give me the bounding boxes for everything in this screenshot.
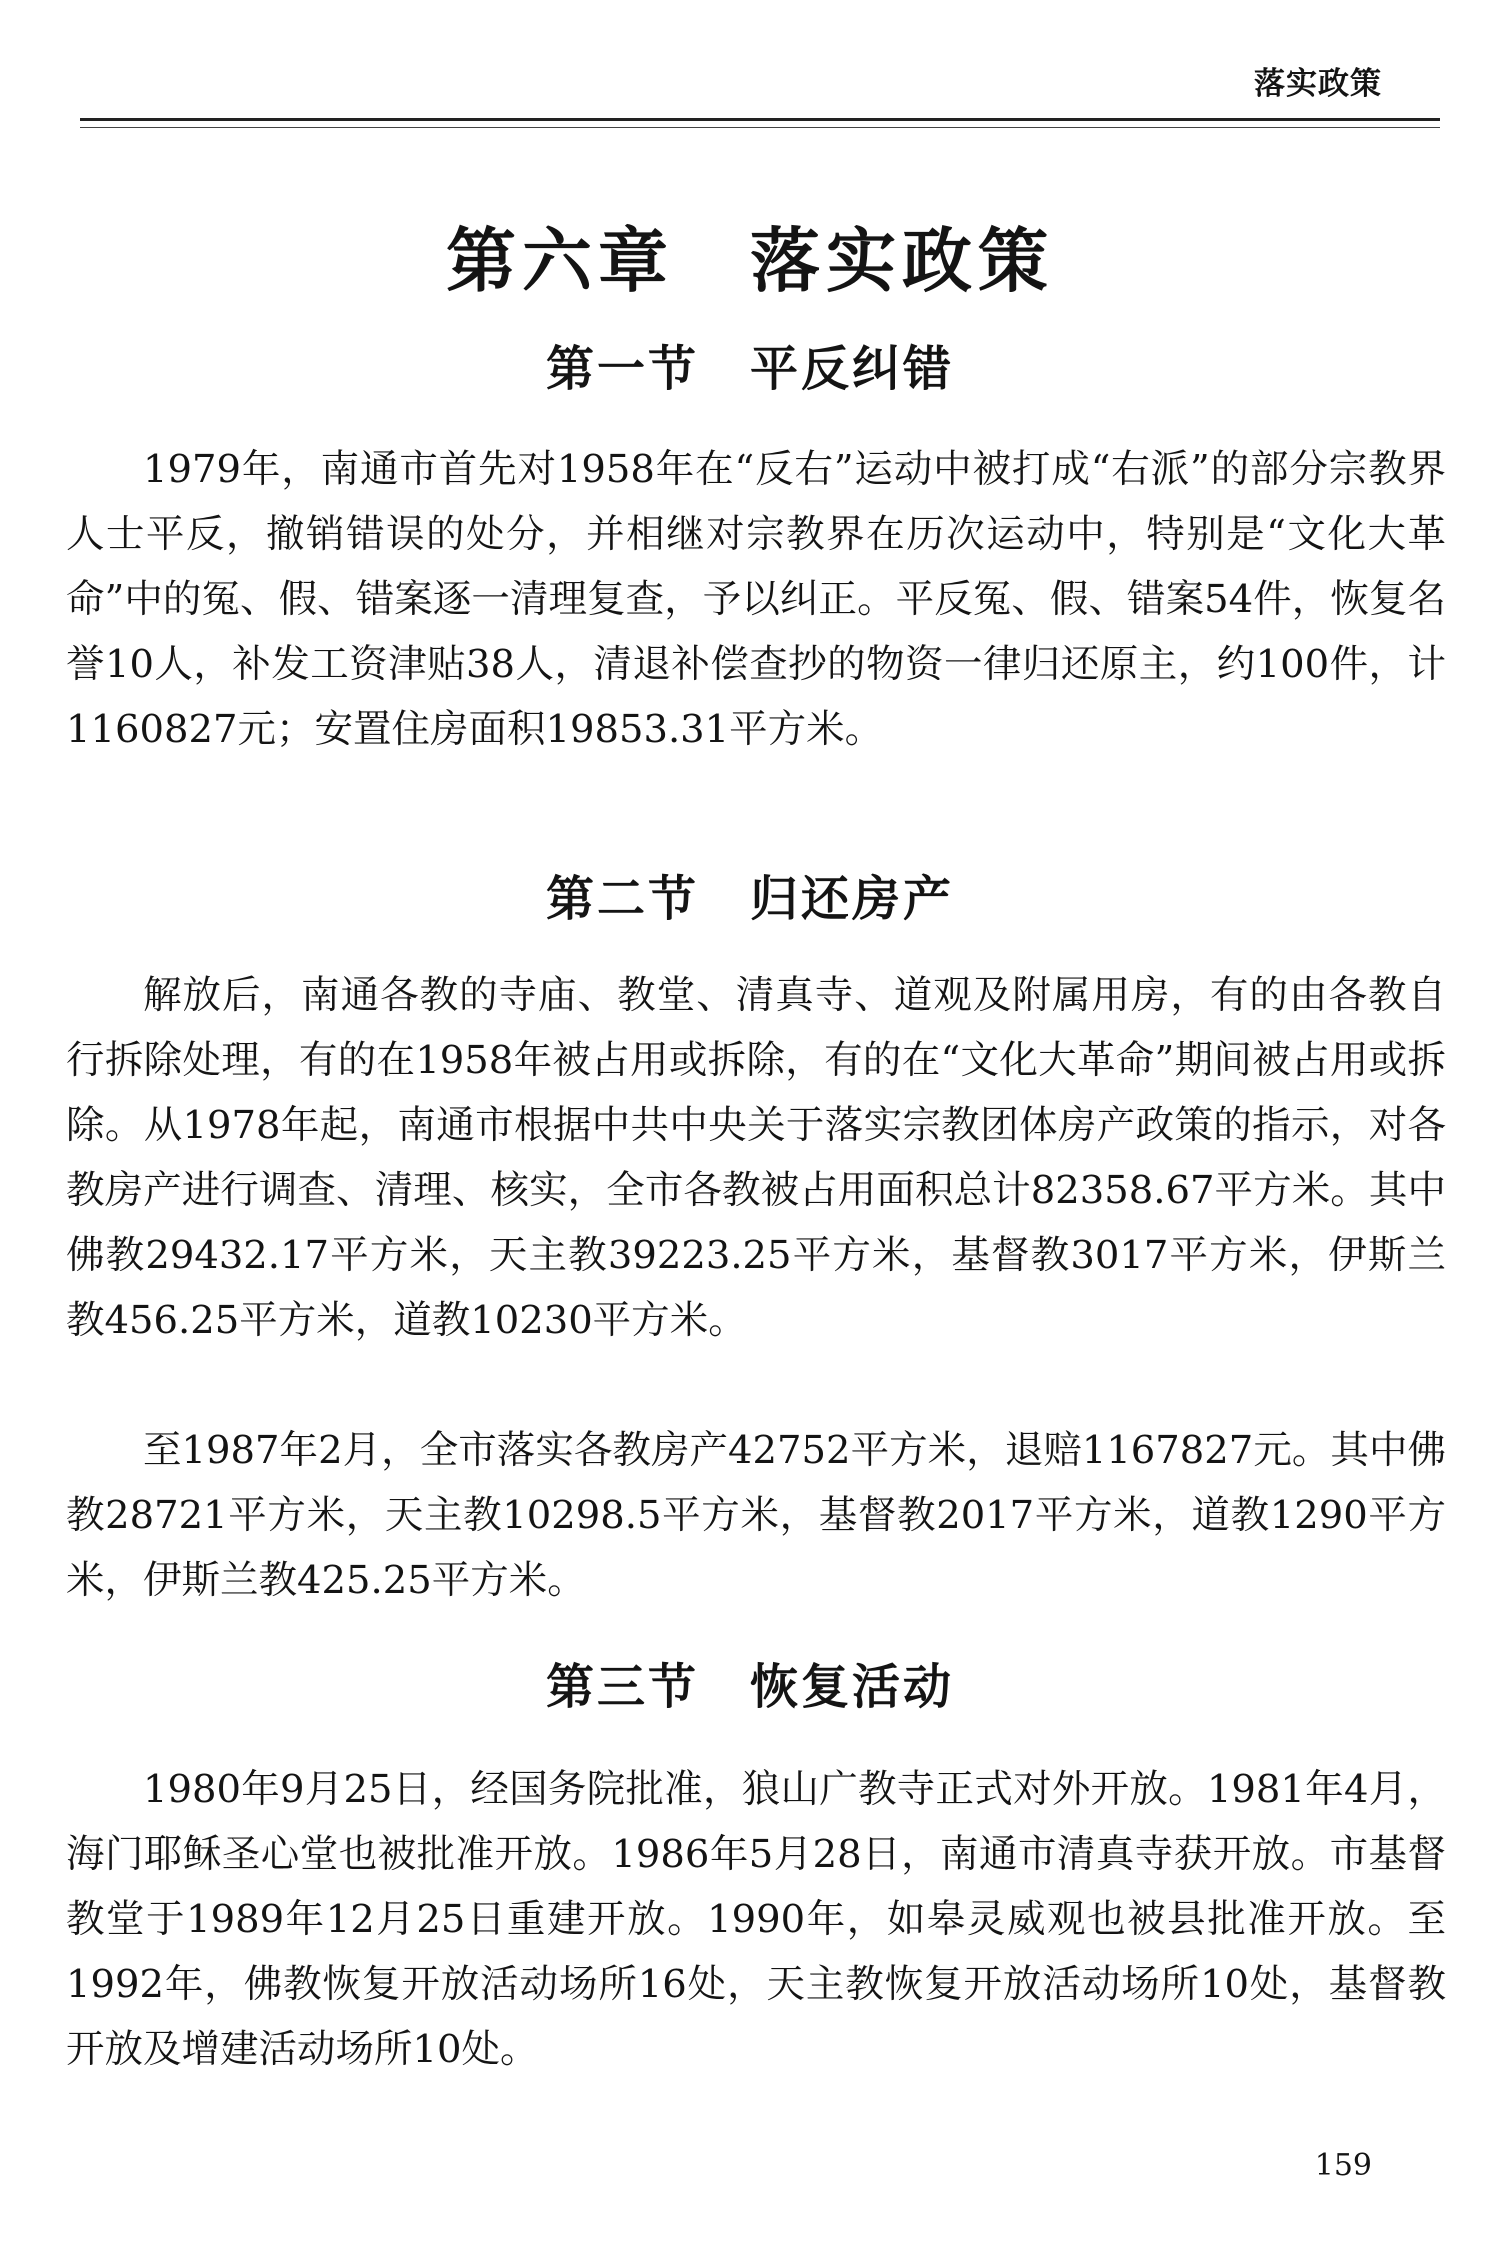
chapter-title: 第六章 落实政策 — [446, 220, 1054, 302]
section-2-paragraph-1: 解放后，南通各教的寺庙、教堂、清真寺、道观及附属用房，有的由各教自行拆除处理，有的在1958年被占用或拆除，有的在“文化大革命”期间被占用或拆除。从1978年起，南通市根据中共中央关于落实宗教团体房产政策的指示，对各教房产进行调查、清理、核实，全市各教被占用面积总计82358.67平方米。其中佛教29432.17平方米，天主教39223.25平方米，基督教3017平方米，伊斯兰教456.25平方米，道教10230平方米。 — [66, 973, 1446, 1343]
section-1-paragraph: 1979年，南通市首先对1958年在“反右”运动中被打成“右派”的部分宗教界人士平反，撤销错误的处分，并相继对宗教界在历次运动中，特别是“文化大革命”中的冤、假、错案逐一清理复查，予以纠正。平反冤、假、错案54件，恢复名誉10人，补发工资津贴38人，清退补偿查抄的物资一律归还原主，约100件，计1160827元；安置住房面积19853.31平方米。 — [66, 447, 1446, 752]
section-2-title: 第二节 归还房产 — [545, 871, 954, 927]
section-1-title: 第一节 平反纠错 — [545, 341, 954, 397]
section-3-paragraph: 1980年9月25日，经国务院批准，狼山广教寺正式对外开放。1981年4月，海门耶稣圣心堂也被批准开放。1986年5月28日，南通市清真寺获开放。市基督教堂于1989年12月25日重建开放。1990年，如皋灵威观也被县批准开放。至1992年，佛教恢复开放活动场所16处，天主教恢复开放活动场所10处，基督教开放及增建活动场所10处。 — [66, 1767, 1446, 2072]
section-3-title: 第三节 恢复活动 — [545, 1659, 954, 1715]
header-rule-thin — [80, 127, 1440, 128]
page-number: 159 — [1314, 2148, 1372, 2183]
section-2-paragraph-2: 至1987年2月，全市落实各教房产42752平方米，退赔1167827元。其中佛教28721平方米，天主教10298.5平方米，基督教2017平方米，道教1290平方米，伊斯兰教425.25平方米。 — [66, 1428, 1446, 1603]
header-rule-thick — [80, 118, 1440, 121]
running-head: 落实政策 — [1254, 66, 1382, 102]
